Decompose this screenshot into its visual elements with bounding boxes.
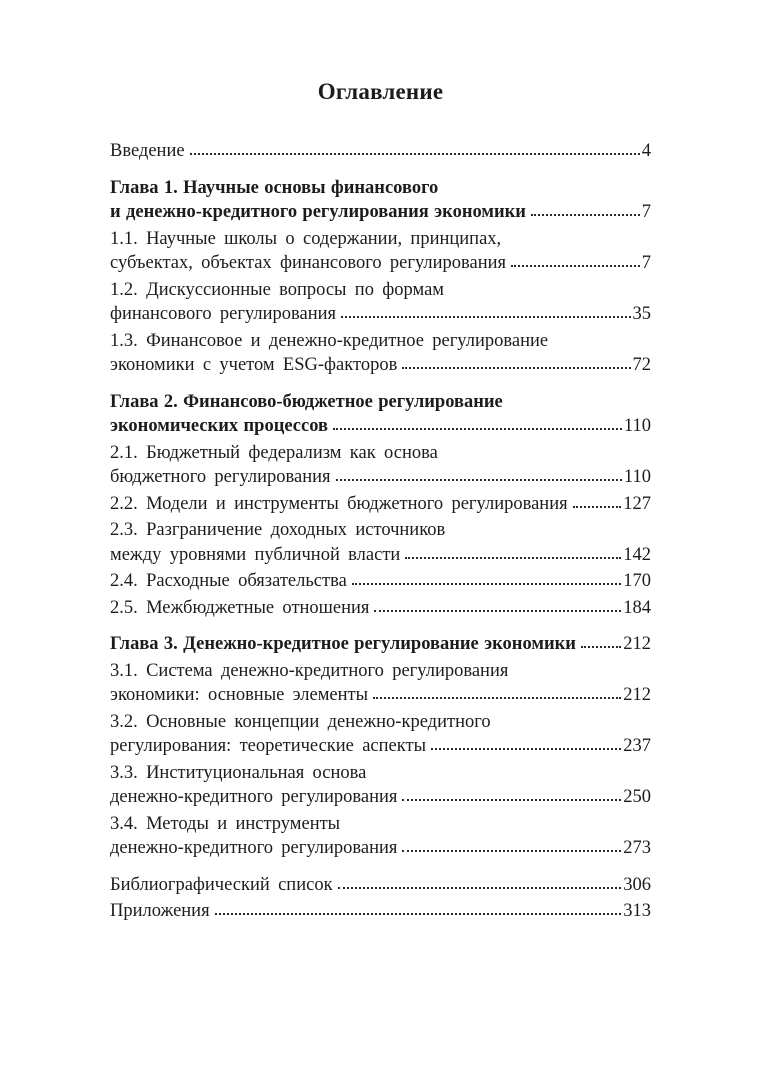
toc-entry	[110, 812, 651, 861]
toc-entry-line: 1.2. Дискуссионные вопросы по формам	[110, 279, 444, 300]
toc-entry-page-number: 127	[623, 493, 651, 514]
toc-entry-line	[110, 251, 651, 276]
toc-entry	[110, 278, 651, 327]
toc-entry-text: экономики: основные элементы	[110, 685, 369, 705]
toc-entry-line: 3.2. Основные концепции денежно-кредитного	[110, 711, 491, 732]
dot-leader	[402, 367, 630, 369]
toc-entry-line	[110, 200, 651, 225]
toc-entry-line: Глава 1. Научные основы финансового	[110, 177, 439, 198]
toc-entry-page-number: 7	[641, 253, 651, 273]
toc-entry-line	[110, 414, 651, 439]
toc-entry-line	[110, 734, 651, 759]
toc-entry-line: 1.1. Научные школы о содержании, принципах,	[110, 228, 502, 249]
toc-entry	[110, 176, 651, 225]
toc-entry-line	[110, 302, 651, 327]
dot-leader	[402, 850, 621, 852]
dot-leader	[374, 610, 621, 612]
toc-entry-page-number: 35	[632, 304, 651, 324]
toc-entry-page-number: 212	[623, 685, 651, 705]
toc-entry-page-number: 110	[623, 416, 651, 436]
toc-entry-line	[110, 543, 651, 568]
toc-entry	[110, 761, 651, 810]
dot-leader	[190, 153, 640, 155]
toc-entry-line: 2.1. Бюджетный федерализм как основа	[110, 442, 438, 463]
toc-entry-text: 2.5. Межбюджетные отношения	[110, 597, 370, 618]
toc-entry-page-number: 237	[623, 736, 651, 756]
dot-leader	[352, 583, 621, 585]
toc-entry-text: денежно-кредитного регулирования	[110, 787, 398, 807]
toc-entry-page-number: 170	[623, 571, 651, 591]
toc-entry-line	[110, 683, 651, 708]
toc-entry	[110, 632, 651, 657]
toc-entry-text: финансового регулирования	[110, 304, 337, 324]
toc-entry-page-number: 142	[623, 544, 651, 565]
toc-entry-page-number: 250	[623, 787, 651, 807]
toc-entry-page-number: 4	[641, 141, 651, 161]
dot-leader	[573, 506, 622, 508]
toc-entry	[110, 441, 651, 490]
toc-entry	[110, 659, 651, 708]
toc-entry-line: Глава 2. Финансово-бюджетное регулирование	[110, 391, 503, 412]
toc-entry-line	[110, 139, 651, 164]
toc-entry-line	[110, 596, 651, 621]
toc-entry	[110, 569, 651, 594]
toc-entry-text: Приложения	[110, 901, 210, 921]
dot-leader	[341, 316, 630, 318]
toc-entry-line	[110, 632, 651, 657]
toc-entry-line: 2.3. Разграничение доходных источников	[110, 520, 446, 540]
toc-entry-text: Библиографический список	[110, 874, 333, 895]
toc-entry-page-number: 72	[632, 355, 651, 375]
toc-entry-line	[110, 465, 651, 490]
toc-entry-line	[110, 785, 651, 810]
toc-entry-text: 2.2. Модели и инструменты бюджетного регулирования	[110, 493, 568, 514]
toc-entry-line	[110, 353, 651, 378]
toc-entry-text: и денежно-кредитного регулирования экономики	[110, 202, 526, 222]
toc-entry-text: субъектах, объектах финансового регулирования	[110, 253, 507, 273]
toc-entry-page-number: 184	[623, 597, 651, 618]
toc-entry	[110, 873, 651, 898]
toc-entry-line: 1.3. Финансовое и денежно-кредитное регулирование	[110, 330, 549, 351]
toc-entry-page-number: 313	[623, 901, 651, 921]
dot-leader	[405, 557, 621, 559]
toc-entry	[110, 710, 651, 759]
toc-entry-text: регулирования: теоретические аспекты	[110, 736, 426, 756]
toc-entry	[110, 596, 651, 621]
toc-list	[110, 139, 651, 924]
toc-entry	[110, 227, 651, 276]
dot-leader	[581, 646, 621, 648]
toc-entry	[110, 899, 651, 924]
dot-leader	[333, 428, 622, 430]
toc-entry-line	[110, 836, 651, 861]
dot-leader	[531, 214, 640, 216]
toc-entry-line: 3.1. Система денежно-кредитного регулирования	[110, 660, 509, 681]
toc-entry	[110, 518, 651, 567]
toc-entry-text: экономических процессов	[110, 416, 328, 436]
toc-entry-line	[110, 899, 651, 924]
toc-entry-text: бюджетного регулирования	[110, 467, 331, 487]
toc-entry-line	[110, 492, 651, 517]
toc-entry	[110, 390, 651, 439]
page-title: Оглавление	[317, 79, 444, 104]
toc-entry-page-number: 306	[623, 874, 651, 895]
dot-leader	[431, 748, 621, 750]
toc-entry	[110, 492, 651, 517]
toc-entry-text: между уровнями публичной власти	[110, 544, 401, 565]
toc-entry-line	[110, 569, 651, 594]
toc-entry-text: Глава 3. Денежно-кредитное регулирование экономики	[110, 634, 576, 654]
toc-entry-line: 3.4. Методы и инструменты	[110, 813, 341, 834]
dot-leader	[336, 479, 622, 481]
dot-leader	[402, 799, 621, 801]
toc-entry	[110, 329, 651, 378]
dot-leader	[511, 265, 640, 267]
toc-entry	[110, 139, 651, 164]
toc-entry-text: денежно-кредитного регулирования	[110, 838, 398, 858]
dot-leader	[215, 913, 622, 915]
toc-entry-page-number: 212	[623, 634, 651, 654]
toc-entry-text: экономики с учетом ESG-факторов	[110, 355, 398, 375]
dot-leader	[338, 887, 622, 889]
toc-entry-text: 2.4. Расходные обязательства	[110, 571, 347, 591]
toc-entry-line: 3.3. Институциональная основа	[110, 762, 367, 783]
toc-entry-page-number: 273	[623, 838, 651, 858]
toc-entry-page-number: 110	[623, 467, 651, 487]
dot-leader	[373, 697, 621, 699]
toc-entry-text: Введение	[110, 141, 185, 161]
toc-entry-line	[110, 873, 651, 898]
toc-entry-page-number: 7	[641, 202, 651, 222]
